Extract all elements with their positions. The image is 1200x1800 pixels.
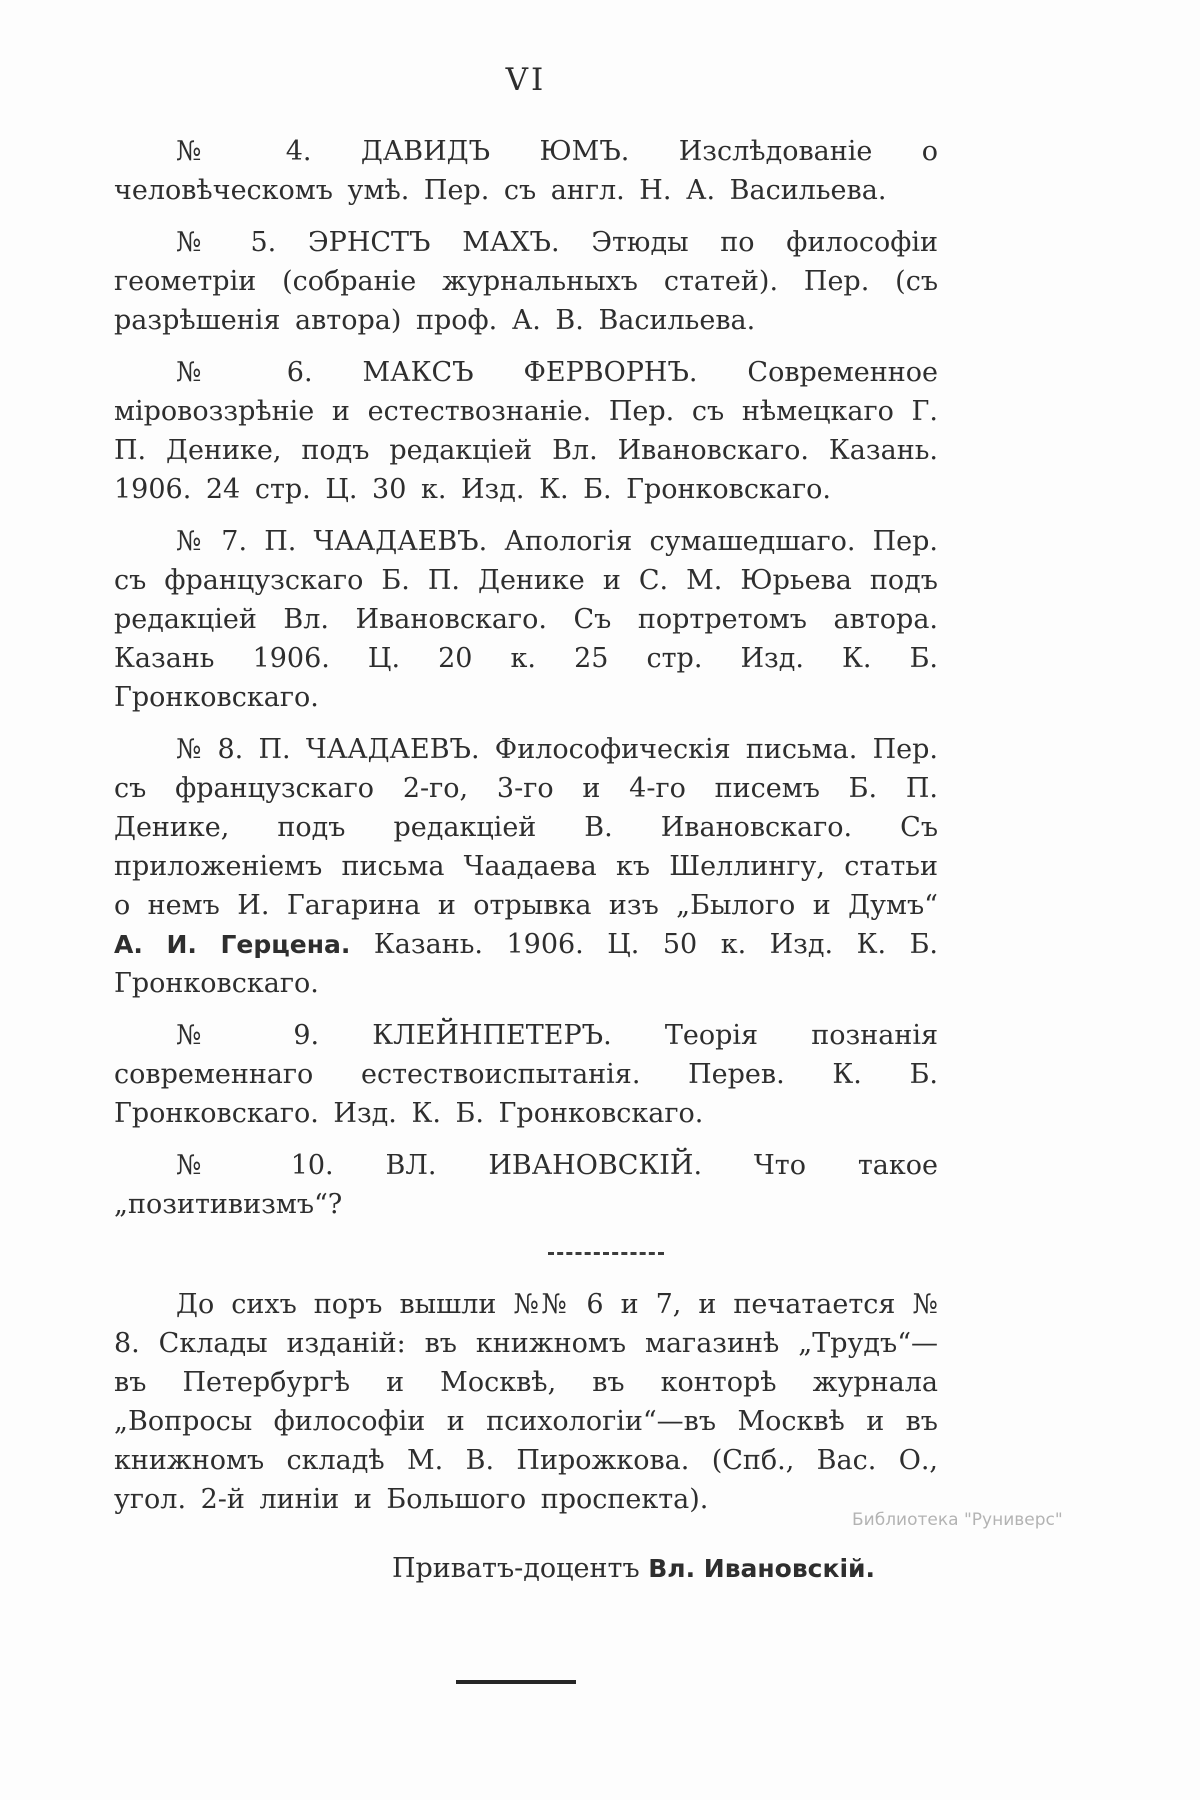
entry-no8-text-after: Казань. 1906. Ц. 50 к. Изд. К. Б. Гронковскаго. [114,929,938,999]
entry-no4: № 4. ДАВИДЪ ЮМЪ. Изслѣдованіе о человѣческомъ умѣ. Пер. съ англ. Н. А. Васильева. [114,136,938,206]
entry-no8 [114,730,938,1003]
end-rule [456,1680,576,1684]
section-divider [548,1252,664,1255]
closing-paragraph: До сихъ поръ вышли №№ 6 и 7, и печатается № 8. Склады изданій: въ книжномъ магазинѣ „Трудъ“—въ Петербургѣ и Москвѣ, въ конторѣ журнала „Вопросы философіи и психологіи“—въ Москвѣ и въ книжномъ складѣ М. В. Пирожкова. (Спб., Вас. О., угол. 2-й линіи и Большого проспекта). [114,1289,938,1515]
library-watermark: Библиотека "Руниверс" [852,1510,1063,1530]
entry-no9: № 9. КЛЕЙНПЕТЕРЪ. Теорія познанія современнаго естествоиспытанія. Перев. К. Б. Гронковскаго. Изд. К. Б. Гронковскаго. [114,1020,938,1129]
signature-name: Вл. Ивановскій. [648,1554,876,1583]
entry-no8-text-before: № 8. П. ЧААДАЕВЪ. Философическія письма. Пер. съ французскаго 2-го, 3-го и 4-го писемъ Б. П. Денике, подъ редакціей В. Ивановскаго. Съ приложеніемъ письма Чаадаева къ Шеллингу, статьи о немъ И. Гагарина и отрывка изъ „Былого и Думъ“ [114,734,938,921]
entry-no8-author-name: А. И. Герцена. [114,930,351,959]
page-content [114,62,938,1684]
entry-no6: № 6. МАКСЪ ФЕРВОРНЪ. Современное міровоззрѣніе и естествознаніе. Пер. съ нѣмецкаго Г. П. Денике, подъ редакціей Вл. Ивановскаго. Казань. 1906. 24 стр. Ц. 30 к. Изд. К. Б. Гронковскаго. [114,357,938,505]
page-number: VI [505,62,547,98]
entry-no10: № 10. ВЛ. ИВАНОВСКІЙ. Что такое „позитивизмъ“? [114,1150,938,1220]
entry-no5: № 5. ЭРНСТЪ МАХЪ. Этюды по философіи геометріи (собраніе журнальныхъ статей). Пер. (съ разрѣшенія автора) проф. А. В. Васильева. [114,227,938,336]
signature-line [114,1549,938,1588]
entry-no7: № 7. П. ЧААДАЕВЪ. Апологія сумашедшаго. Пер. съ французскаго Б. П. Денике и С. М. Юрьева подъ редакціей Вл. Ивановскаго. Съ портретомъ автора. Казань 1906. Ц. 20 к. 25 стр. Изд. К. Б. Гронковскаго. [114,526,938,713]
signature-title: Приватъ-доцентъ [391,1553,649,1584]
